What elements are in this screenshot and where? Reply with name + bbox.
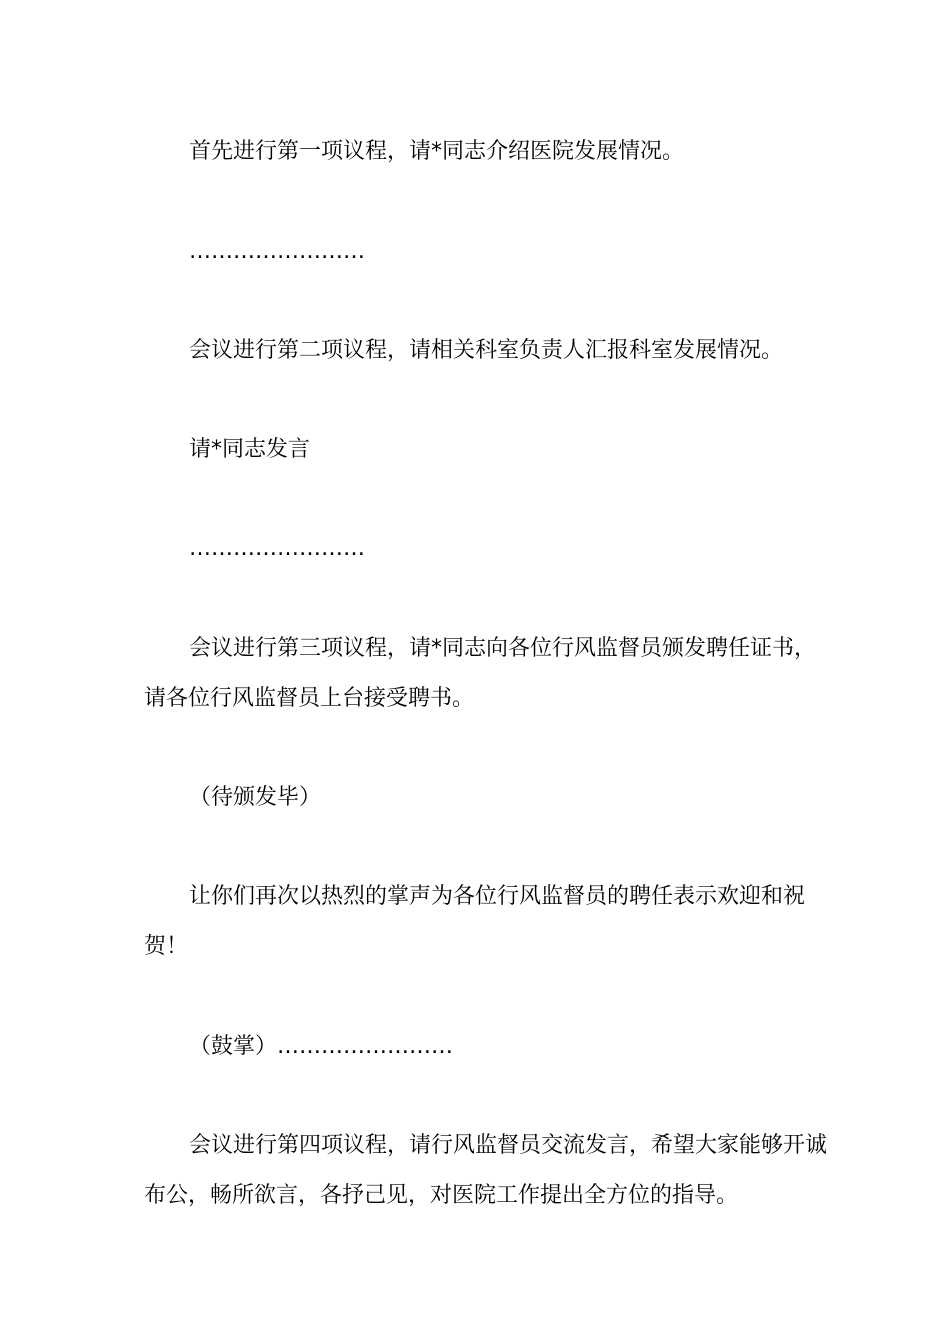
paragraph-agenda-item-2: 会议进行第二项议程，请相关科室负责人汇报科室发展情况。 <box>189 338 784 363</box>
paragraph-agenda-item-1: 首先进行第一项议程，请*同志介绍医院发展情况。 <box>189 139 685 164</box>
paragraph-speech-request: 请*同志发言 <box>189 437 311 462</box>
paragraph-ellipsis: …………………… <box>189 239 365 264</box>
paragraph-stage-note: （待颁发毕） <box>189 785 322 810</box>
paragraph-applause-request: 让你们再次以热烈的掌声为各位行风监督员的聘任表示欢迎和祝贺！ <box>144 884 806 959</box>
paragraph-applause-note: （鼓掌）…………………… <box>189 1034 454 1059</box>
paragraph-ellipsis: …………………… <box>189 536 365 561</box>
paragraph-agenda-item-4: 会议进行第四项议程，请行风监督员交流发言，希望大家能够开诚布公，畅所欲言，各抒己见，对医院工作提出全方位的指导。 <box>144 1133 828 1208</box>
paragraph-agenda-item-3: 会议进行第三项议程，请*同志向各位行风监督员颁发聘任证书，请各位行风监督员上台接受聘书。 <box>144 636 817 711</box>
